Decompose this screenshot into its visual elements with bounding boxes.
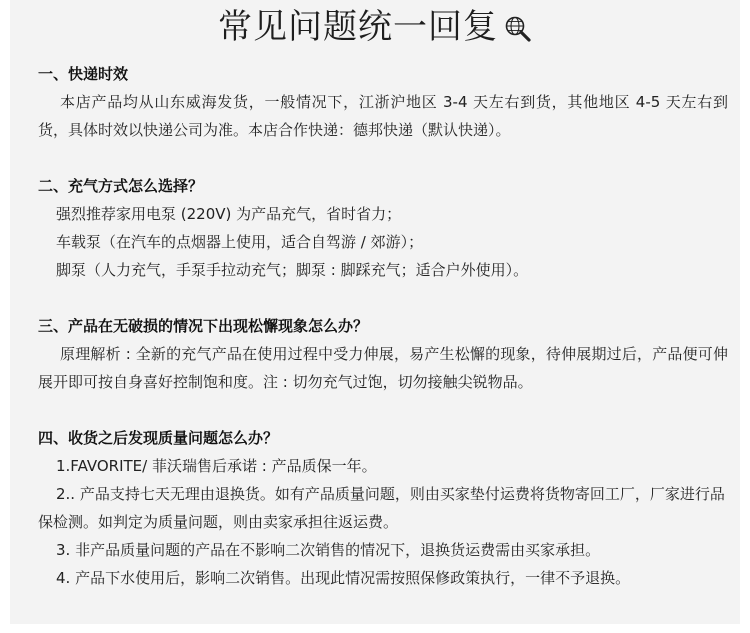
section-paragraph: 原理解析 : 全新的充气产品在使用过程中受力伸展，易产生松懈的现象，待伸展期过后，产品便可伸展开即可按自身喜好控制饱和度。注 : 切勿充气过饱，切勿接触尖锐物品。 (38, 345, 728, 391)
page-title: 常见问题统一回复 (218, 7, 498, 47)
section-item: 1.FAVORITE/ 菲沃瑞售后承诺 : 产品质保一年。 (56, 457, 377, 475)
section-line: 强烈推荐家用电泵 (220V) 为产品充气，省时省力； (56, 205, 402, 223)
faq-section-quality (38, 424, 728, 592)
faq-section-deflation (38, 312, 728, 396)
section-line: 脚泵（人力充气，手泵手拉动充气；脚泵 : 脚踩充气；适合户外使用）。 (56, 261, 529, 279)
section-item: 3. 非产品质量问题的产品在不影响二次销售的情况下，退换货运费需由买家承担。 (56, 541, 601, 559)
faq-section-shipping (38, 60, 728, 144)
section-heading: 四、收货之后发现质量问题怎么办？ (38, 429, 279, 447)
faq-content (38, 60, 728, 620)
page-header (0, 4, 750, 50)
faq-section-inflation (38, 172, 728, 284)
section-line: 车载泵（在汽车的点烟器上使用，适合自驾游 / 郊游）； (56, 233, 424, 251)
magnifier-globe-icon (504, 15, 532, 43)
section-item: 4. 产品下水使用后，影响二次销售。出现此情况需按照保修政策执行，一律不予退换。 (56, 569, 631, 587)
section-item: 2.. 产品支持七天无理由退换货。如有产品质量问题，则由买家垫付运费将货物寄回工厂，厂家进行品保检测。如判定为质量问题，则由卖家承担往返运费。 (38, 485, 725, 531)
section-heading: 一、快递时效 (38, 65, 129, 83)
section-paragraph: 本店产品均从山东威海发货，一般情况下，江浙沪地区 3-4 天左右到货，其他地区 4-5 天左右到货，具体时效以快递公司为准。本店合作快递：德邦快递（默认快递）。 (38, 93, 728, 139)
section-heading: 三、产品在无破损的情况下出现松懈现象怎么办？ (38, 317, 369, 335)
section-heading: 二、充气方式怎么选择？ (38, 177, 204, 195)
